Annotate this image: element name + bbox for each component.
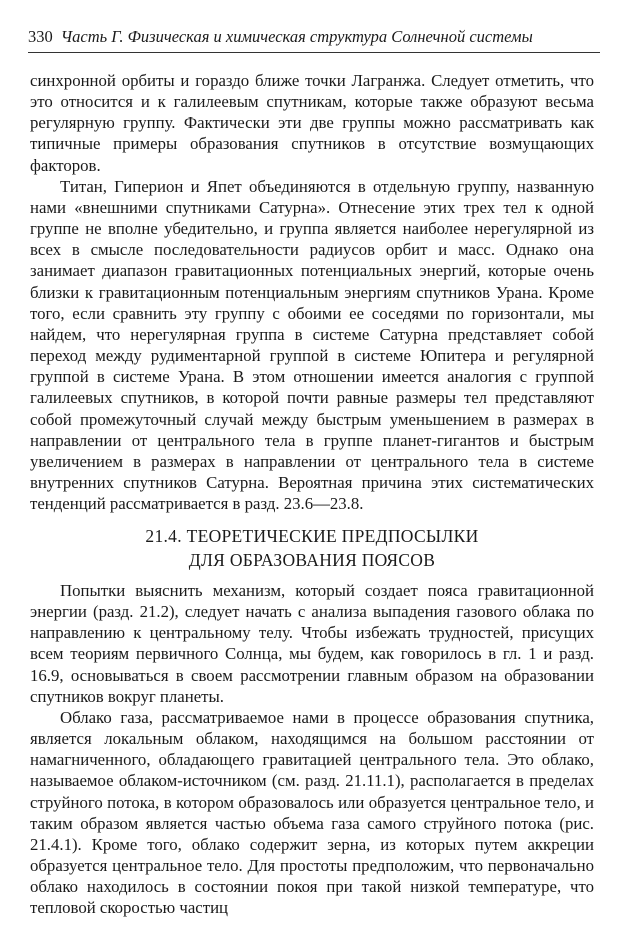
text-block-before-section xyxy=(30,70,594,514)
section-title-line-2: ДЛЯ ОБРАЗОВАНИЯ ПОЯСОВ xyxy=(188,550,436,570)
page-number: 330 xyxy=(28,27,53,46)
running-head-title: Часть Г. Физическая и химическая структура Солнечной системы xyxy=(60,27,533,46)
section-number: 21.4. xyxy=(145,526,182,546)
section-title-line-1: ТЕОРЕТИЧЕСКИЕ ПРЕДПОСЫЛКИ xyxy=(186,526,479,546)
running-head xyxy=(28,26,600,53)
section-heading xyxy=(30,524,594,572)
paragraph: Облако газа, рассматриваемое нами в процессе образования спутника, является локальным облаком, находящимся на большом расстоянии от намагниченного, обладающего гравитацией центрального тела. Это облако, называемое облаком-источником (см. разд. 21.11.1), располагается в пределах струйного потока, в котором образовалось или образуется центральное тело, и таким образом является частью объема газа самого струйного потока (рис. 21.4.1). Кроме того, облако содержит зерна, из которых путем аккреции образуется центральное тело. Для простоты предположим, что первоначально облако находилось в состоянии покоя при такой низкой температуре, что тепловой скоростью частиц xyxy=(30,707,594,918)
paragraph: Попытки выяснить механизм, который создает пояса гравитационной энергии (разд. 21.2), следует начать с анализа выпадения газового облака по направлению к центральному телу. Чтобы избежать трудностей, присущих всем теориям первичного Солнца, мы будем, как говорилось в гл. 1 и разд. 16.9, основываться в своем рассмотрении главным образом на образовании спутников вокруг планеты. xyxy=(30,581,594,706)
paragraph-continuation: синхронной орбиты и гораздо ближе точки Лагранжа. Следует отметить, что это относится и к галилеевым спутникам, которые также образуют весьма регулярную группу. Фактически эти две группы можно рассматривать как типичные примеры образования спутников в отсутствие возмущающих факторов. xyxy=(30,71,594,175)
section-heading-line-1 xyxy=(30,524,594,548)
paragraph: Титан, Гиперион и Япет объединяются в отдельную группу, названную нами «внешними спутниками Сатурна». Отнесение этих трех тел к одной группе не вполне убедительно, и группа является наиболее нерегулярной из всех в смысле последовательности радиусов орбит и масс. Однако она занимает диапазон гравитационных потенциальных энергий, которые очень близки к гравитационным потенциальным энергиям спутников Урана. Кроме того, если сравнить эту группу с обоими ее соседями по горизонтали, мы найдем, что нерегулярная группа в системе Сатурна представляет собой переход между рудиментарной группой в системе Юпитера и регулярной группой в системе Урана. В этом отношении имеется аналогия с группой галилеевых спутников, в которой почти равные размеры тел представляют собой промежуточный случай между быстрым уменьшением в размерах в направлении от центрального тела в группе планет-гигантов и быстрым увеличением в размерах в направлении от центрального тела в системе внутренних спутников Сатурна. Вероятная причина этих систематических тенденций рассматривается в разд. 23.6—23.8. xyxy=(30,176,594,514)
text-block-after-section xyxy=(30,580,594,919)
